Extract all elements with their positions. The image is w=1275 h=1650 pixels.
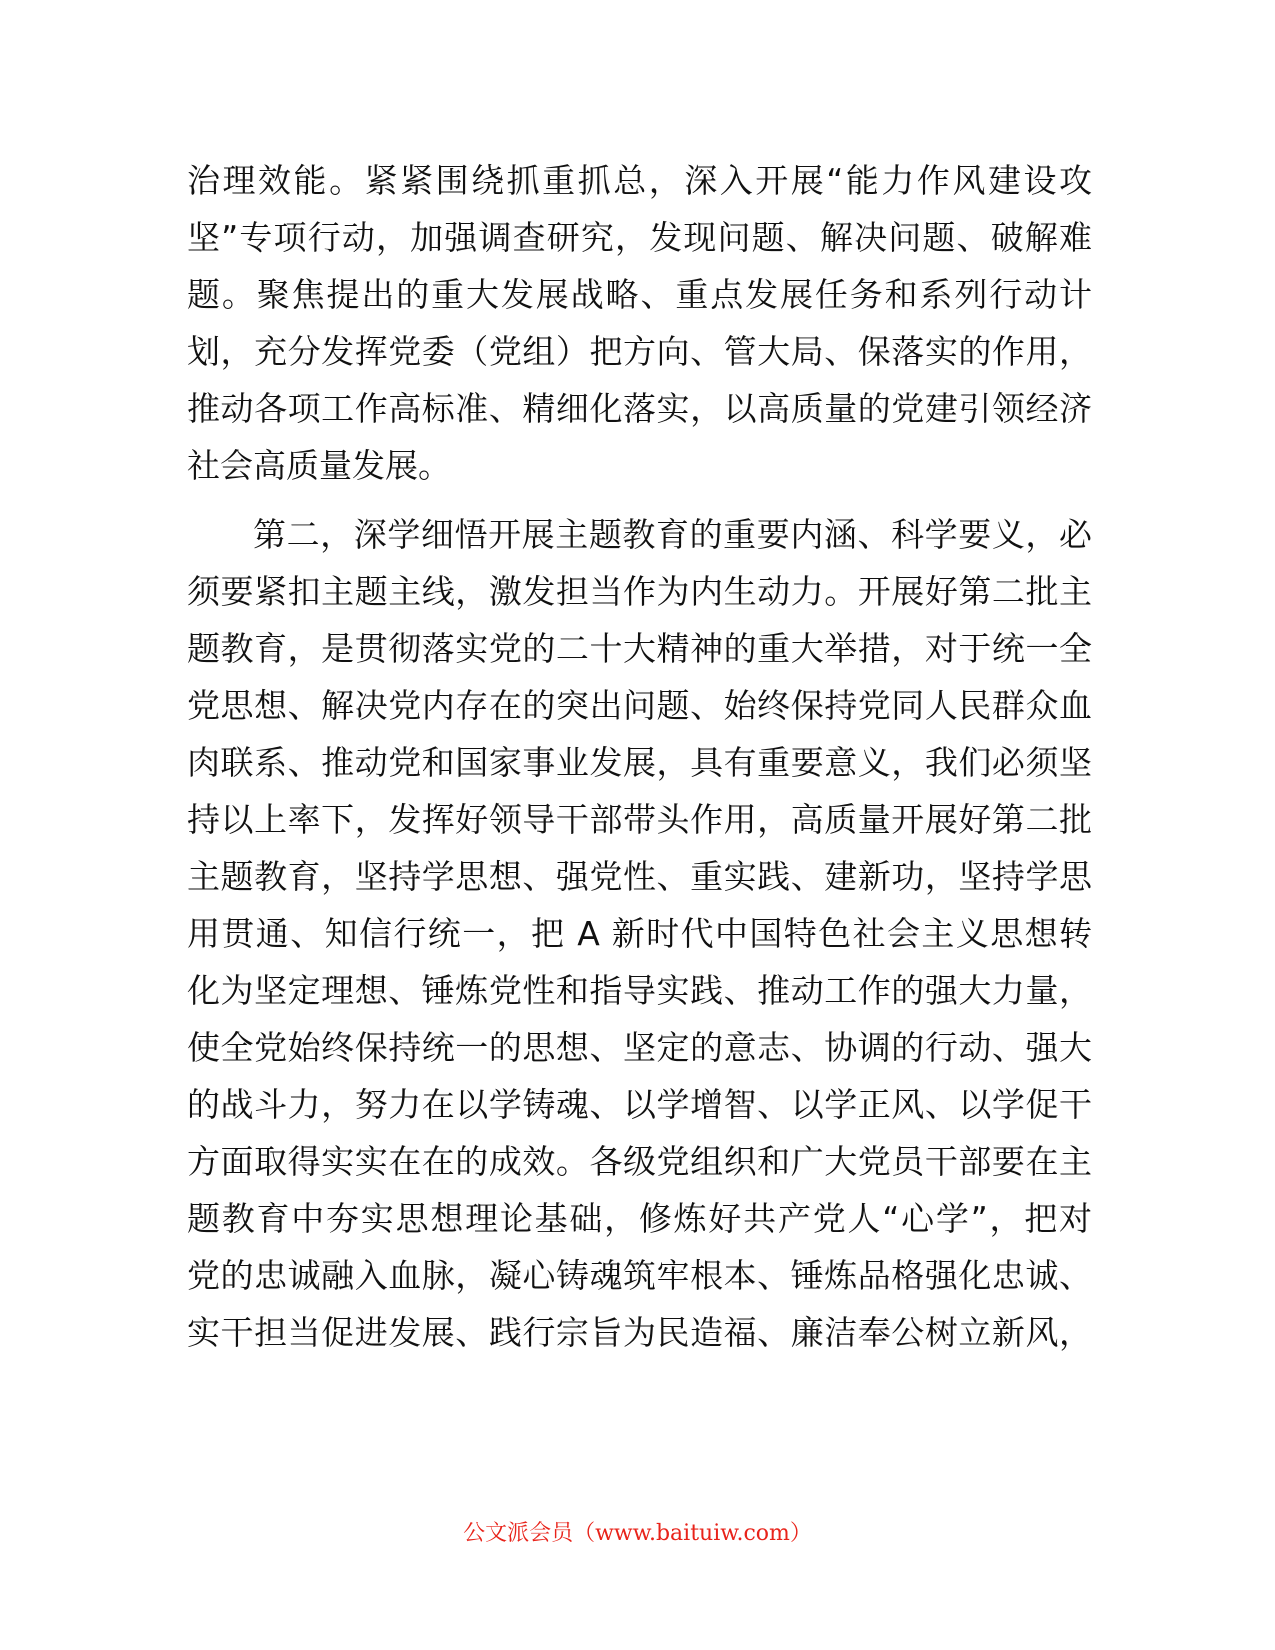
footer-watermark: 公文派会员（www.baituiw.com） xyxy=(463,1521,812,1546)
text-line: 用贯通、知信行统一，把 A 新时代中国特色社会主义思想转 xyxy=(187,914,1092,953)
text-line: 推动各项工作高标准、精细化落实，以高质量的党建引领经济 xyxy=(187,389,1092,428)
text-line: 第二，深学细悟开展主题教育的重要内涵、科学要义，必 xyxy=(253,515,1092,554)
text-line: 使全党始终保持统一的思想、坚定的意志、协调的行动、强大 xyxy=(187,1028,1092,1067)
text-line: 主题教育，坚持学思想、强党性、重实践、建新功，坚持学思 xyxy=(187,857,1092,896)
text-line: 社会高质量发展。 xyxy=(187,446,451,485)
text-line: 坚”专项行动，加强调查研究，发现问题、解决问题、破解难 xyxy=(187,218,1092,257)
text-line: 党思想、解决党内存在的突出问题、始终保持党同人民群众血 xyxy=(187,686,1092,725)
paragraph-2 xyxy=(187,506,1092,1361)
text-line: 化为坚定理想、锤炼党性和指导实践、推动工作的强大力量， xyxy=(187,971,1092,1010)
text-line: 题教育，是贯彻落实党的二十大精神的重大举措，对于统一全 xyxy=(187,629,1092,668)
paragraph-1 xyxy=(187,152,1092,494)
text-line: 题。聚焦提出的重大发展战略、重点发展任务和系列行动计 xyxy=(187,275,1092,314)
text-line: 方面取得实实在在的成效。各级党组织和广大党员干部要在主 xyxy=(187,1142,1092,1181)
text-line: 的战斗力，努力在以学铸魂、以学增智、以学正风、以学促干 xyxy=(187,1085,1092,1124)
text-line: 题教育中夯实思想理论基础，修炼好共产党人“心学”，把对 xyxy=(187,1199,1092,1238)
text-line: 划，充分发挥党委（党组）把方向、管大局、保落实的作用， xyxy=(187,332,1092,371)
text-line: 肉联系、推动党和国家事业发展，具有重要意义，我们必须坚 xyxy=(187,743,1092,782)
document-body xyxy=(187,152,1092,1361)
text-line: 党的忠诚融入血脉，凝心铸魂筑牢根本、锤炼品格强化忠诚、 xyxy=(187,1256,1092,1295)
text-line: 持以上率下，发挥好领导干部带头作用，高质量开展好第二批 xyxy=(187,800,1092,839)
text-line: 须要紧扣主题主线，激发担当作为内生动力。开展好第二批主 xyxy=(187,572,1092,611)
text-line: 治理效能。紧紧围绕抓重抓总，深入开展“能力作风建设攻 xyxy=(187,161,1092,200)
text-line: 实干担当促进发展、践行宗旨为民造福、廉洁奉公树立新风， xyxy=(187,1313,1092,1352)
paragraph-spacer xyxy=(187,494,1092,506)
